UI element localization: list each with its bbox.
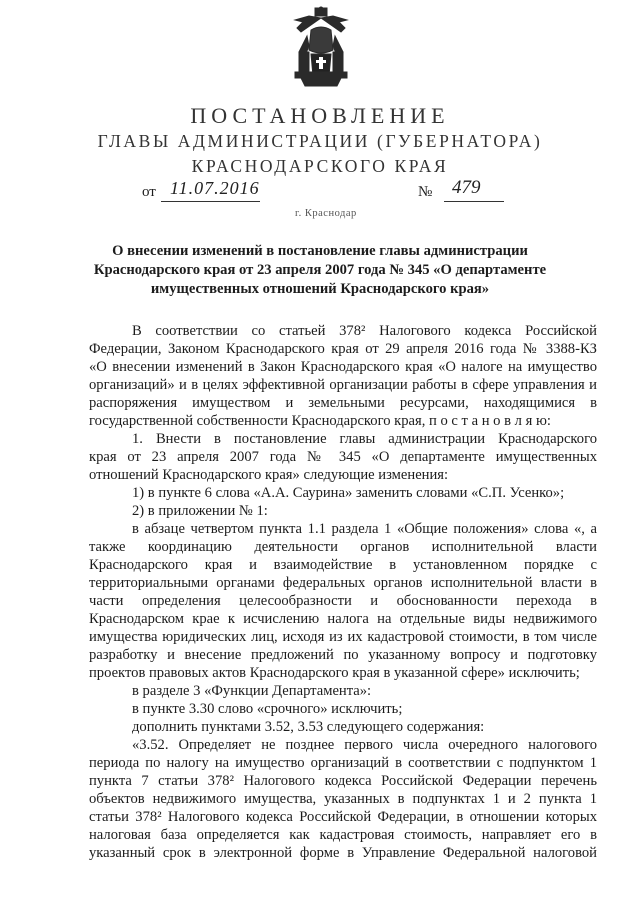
region-heading: КРАСНОДАРСКОГО КРАЯ bbox=[191, 156, 449, 176]
body-line: в абзаце четвертом пункта 1.1 раздела 1 «Общие положения» слова «, а bbox=[132, 521, 597, 537]
number-value: 479 bbox=[452, 177, 481, 198]
document-type-heading: ПОСТАНОВЛЕНИЕ bbox=[190, 103, 450, 128]
body-line: «О внесении изменений в Закон Краснодарского края «О налоге на имущество bbox=[89, 359, 597, 375]
body-line: разработку и внесение предложений по указанному вопросу и подготовку bbox=[89, 647, 597, 663]
body-line: в разделе 3 «Функции Департамента»: bbox=[132, 683, 372, 699]
body-line: государственной собственности Краснодарского края, п о с т а н о в л я ю: bbox=[89, 413, 551, 429]
date-label: от bbox=[142, 184, 156, 200]
body-line: 2) в приложении № 1: bbox=[132, 503, 268, 519]
body-line: территориальными органами федеральных органов исполнительной власти в bbox=[89, 575, 597, 591]
body-line: налоговая база определяется как кадастровая стоимость, направляет его в bbox=[89, 827, 597, 843]
number-label: № bbox=[418, 184, 433, 200]
number-underline bbox=[444, 201, 504, 202]
body-line: края от 23 апреля 2007 года № 345 «О департаменте имущественных bbox=[89, 449, 597, 465]
date-underline bbox=[161, 201, 260, 202]
body-line: указанный срок в электронной форме в Управление Федеральной налоговой bbox=[89, 845, 597, 861]
body-line: статьи 378² Налогового кодекса Российской Федерации, в отношении которых bbox=[89, 809, 597, 825]
body-line: Краснодарского края и взаимодействие в установленном порядке с bbox=[89, 557, 597, 573]
body-line: организаций» и в целях эффективной организации работы в сфере управления и bbox=[89, 377, 597, 393]
document-title-line: Краснодарского края от 23 апреля 2007 года № 345 «О департаменте bbox=[93, 262, 547, 278]
issuer-heading: ГЛАВЫ АДМИНИСТРАЦИИ (ГУБЕРНАТОРА) bbox=[97, 131, 543, 151]
body-line: распоряжения имуществом и земельными ресурсами, находящимися в bbox=[89, 395, 597, 411]
document-title-line: имущественных отношений Краснодарского края» bbox=[150, 281, 490, 297]
body-line: имущества юридических лиц, исходя из их кадастровой стоимости, в том числе bbox=[89, 629, 597, 645]
coat-of-arms-icon bbox=[293, 6, 349, 90]
body-line: пункта 7 статьи 378² Налогового кодекса Российской Федерации перечень bbox=[89, 773, 597, 789]
body-line: «3.52. Определяет не позднее первого числа очередного налогового bbox=[132, 737, 597, 753]
body-line: В соответствии со статьей 378² Налогового кодекса Российской bbox=[132, 323, 597, 339]
body-line: в пункте 3.30 слово «срочного» исключить; bbox=[132, 701, 403, 717]
body-line: Федерации, Законом Краснодарского края от 29 апреля 2016 года № 3388-КЗ bbox=[89, 341, 597, 357]
body-line: также координацию деятельности органов исполнительной власти bbox=[89, 539, 597, 555]
body-line: части определения целесообразности и обоснованности перехода в bbox=[89, 593, 597, 609]
body-line: Краснодарском крае к исчислению налога на отдельные виды недвижимого bbox=[89, 611, 597, 627]
date-value: 11.07.2016 bbox=[170, 178, 260, 198]
body-line: 1) в пункте 6 слова «А.А. Саурина» заменить словами «С.П. Усенко»; bbox=[132, 485, 565, 501]
body-line: дополнить пунктами 3.52, 3.53 следующего содержания: bbox=[132, 719, 485, 735]
body-line: проектов правовых актов Краснодарского края в указанной сфере» исключить; bbox=[89, 665, 580, 681]
city-label: г. Краснодар bbox=[295, 208, 357, 219]
body-line: объектов недвижимого имущества, указанных в подпунктах 1 и 2 пункта 1 bbox=[89, 791, 597, 807]
body-line: периода по налогу на имущество организаций в соответствии с подпунктом 1 bbox=[89, 755, 597, 771]
body-line: 1. Внести в постановление главы администрации Краснодарского bbox=[132, 431, 597, 447]
document-title-line: О внесении изменений в постановление главы администрации bbox=[112, 243, 528, 259]
body-line: отношений Краснодарского края» следующие изменения: bbox=[89, 467, 449, 483]
